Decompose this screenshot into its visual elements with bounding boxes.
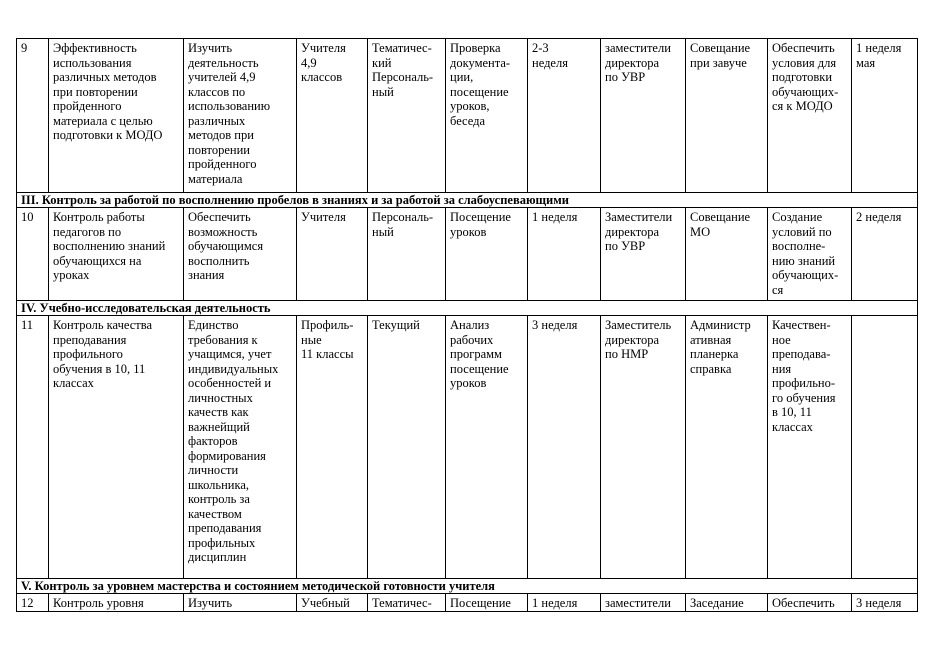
cell-control-subject: Контроль уровня <box>49 594 184 612</box>
cell-control-type: Тематичес- <box>368 594 446 612</box>
cell-control-timing: 3 неделя <box>528 316 601 579</box>
section-title: III. Контроль за работой по восполнению пробелов в знаниях и за работой за слабоуспевающими <box>17 193 918 208</box>
cell-expected-result: Обеспечить условия для подготовки обучающих- ся к МОДО <box>768 39 852 193</box>
cell-control-object: Учебный <box>297 594 368 612</box>
cell-report-date: 1 неделя мая <box>852 39 918 193</box>
cell-report-date <box>852 316 918 579</box>
cell-summary-form: Администр ативная планерка справка <box>686 316 768 579</box>
cell-control-subject: Эффективность использования различных методов при повторении пройденного материала с целью подготовки к МОДО <box>49 39 184 193</box>
cell-summary-form: Совещание МО <box>686 208 768 301</box>
table-row <box>17 316 918 579</box>
cell-responsible: заместители директора по УВР <box>601 39 686 193</box>
cell-control-goal: Единство требования к учащимся, учет индивидуальных особенностей и личностных качеств как важнейщий факторов формирования личности школьника, контроль за качеством преподавания профильных дисциплин <box>184 316 297 579</box>
cell-control-type: Тематичес- кий Персональ- ный <box>368 39 446 193</box>
section-heading-row <box>17 579 918 594</box>
row-number: 12 <box>17 594 49 612</box>
cell-control-timing: 2-3 неделя <box>528 39 601 193</box>
cell-control-method: Посещение уроков <box>446 208 528 301</box>
control-plan-table <box>16 38 918 612</box>
cell-control-timing: 1 неделя <box>528 208 601 301</box>
section-title: IV. Учебно-исследовательская деятельность <box>17 301 918 316</box>
cell-responsible: Заместитель директора по НМР <box>601 316 686 579</box>
cell-control-goal: Обеспечить возможность обучающимся восполнить знания <box>184 208 297 301</box>
section-title: V. Контроль за уровнем мастерства и состоянием методической готовности учителя <box>17 579 918 594</box>
cell-control-method: Проверка документа- ции, посещение уроков, беседа <box>446 39 528 193</box>
cell-expected-result: Обеспечить <box>768 594 852 612</box>
cell-expected-result: Качествен- ное преподава- ния профильно- го обучения в 10, 11 классах <box>768 316 852 579</box>
cell-report-date: 3 неделя <box>852 594 918 612</box>
cell-report-date: 2 неделя <box>852 208 918 301</box>
cell-control-goal: Изучить <box>184 594 297 612</box>
cell-responsible: заместители <box>601 594 686 612</box>
cell-control-subject: Контроль качества преподавания профильного обучения в 10, 11 классах <box>49 316 184 579</box>
row-number: 10 <box>17 208 49 301</box>
table-row <box>17 39 918 193</box>
cell-control-method: Посещение <box>446 594 528 612</box>
cell-control-object: Профиль- ные 11 классы <box>297 316 368 579</box>
cell-responsible: Заместители директора по УВР <box>601 208 686 301</box>
cell-control-type: Текущий <box>368 316 446 579</box>
cell-control-object: Учителя <box>297 208 368 301</box>
table-row <box>17 208 918 301</box>
cell-expected-result: Создание условий по восполне- нию знаний обучающих- ся <box>768 208 852 301</box>
cell-control-subject: Контроль работы педагогов по восполнению знаний обучающихся на уроках <box>49 208 184 301</box>
cell-summary-form: Заседание <box>686 594 768 612</box>
row-number: 9 <box>17 39 49 193</box>
row-number: 11 <box>17 316 49 579</box>
table-row <box>17 594 918 612</box>
cell-control-object: Учителя 4,9 классов <box>297 39 368 193</box>
cell-summary-form: Совещание при завуче <box>686 39 768 193</box>
cell-control-goal: Изучить деятельность учителей 4,9 классов по использованию различных методов при повторении пройденного материала <box>184 39 297 193</box>
cell-control-type: Персональ- ный <box>368 208 446 301</box>
cell-control-timing: 1 неделя <box>528 594 601 612</box>
section-heading-row <box>17 193 918 208</box>
cell-control-method: Анализ рабочих программ посещение уроков <box>446 316 528 579</box>
section-heading-row <box>17 301 918 316</box>
